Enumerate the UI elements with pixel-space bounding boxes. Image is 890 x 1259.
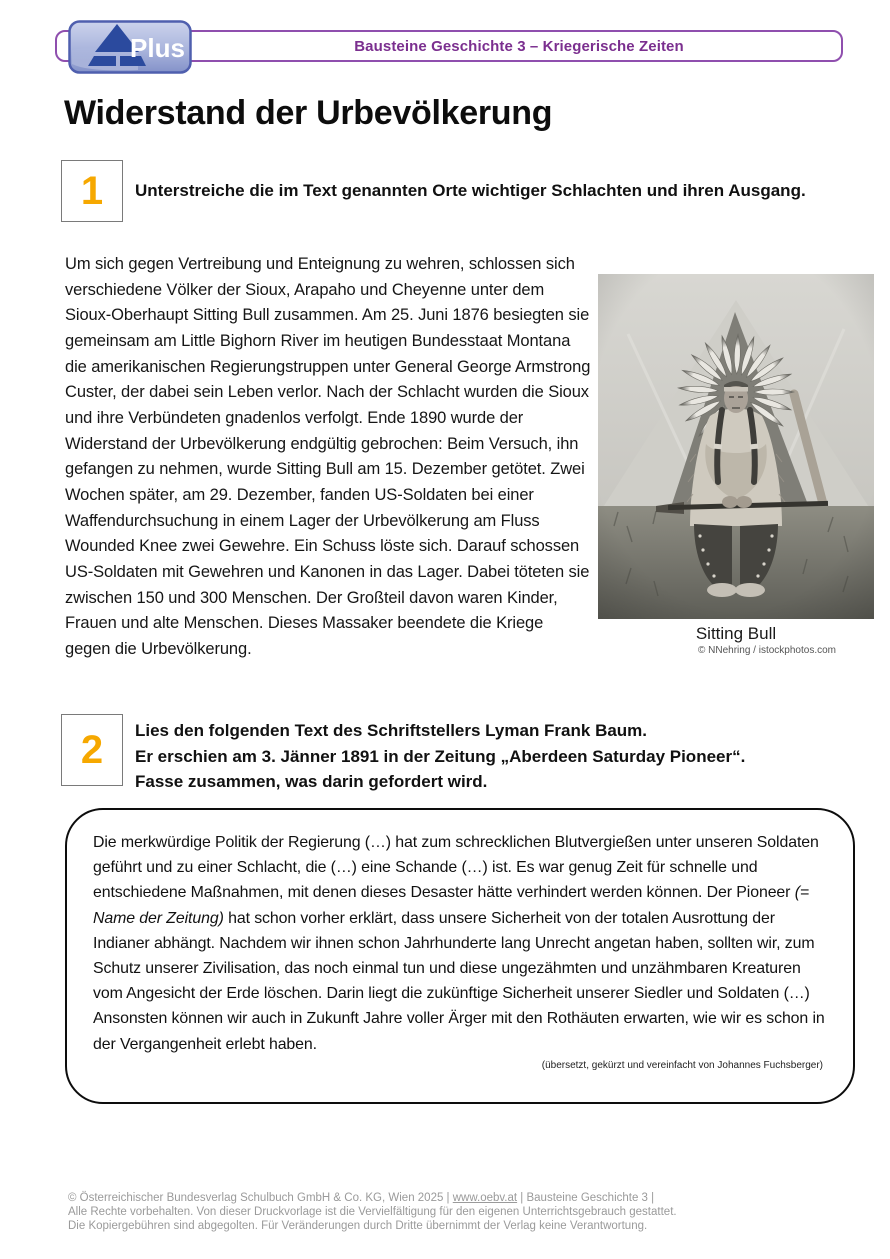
quote-credit: (übersetzt, gekürzt und vereinfacht von Johannes Fuchsberger) xyxy=(541,1059,823,1071)
sitting-bull-photo xyxy=(598,274,874,619)
task-2-instruction: Lies den folgenden Text des Schriftstellers Lyman Frank Baum. Er erschien am 3. Jänner 1891 in der Zeitung „Aberdeen Saturday Pioneer“. Fasse zusammen, was darin gefordert wird. xyxy=(135,721,746,791)
figure-caption: Sitting Bull xyxy=(695,624,777,643)
task-1-number-box xyxy=(61,160,123,222)
task-2-number: 2 xyxy=(80,727,104,772)
page-title: Widerstand der Urbevölkerung xyxy=(64,94,553,132)
quote-box xyxy=(65,808,855,1104)
task-2-number-box xyxy=(61,714,123,786)
header-title: Bausteine Geschichte 3 – Kriegerische Zeiten xyxy=(354,37,684,55)
oebv-plus-logo xyxy=(68,20,192,74)
task-1-number: 1 xyxy=(80,168,104,213)
sitting-bull-figure xyxy=(598,274,874,656)
figure-credit: © NNehring / istockphotos.com xyxy=(698,645,836,656)
footer-line-1: © Österreichischer Bundesverlag Schulbuch GmbH & Co. KG, Wien 2025 | www.oebv.at | Bausteine Geschichte 3 | xyxy=(68,1192,655,1204)
task-1-instruction: Unterstreiche die im Text genannten Orte wichtiger Schlachten und ihren Ausgang. xyxy=(135,181,806,201)
oebv-link[interactable]: www.oebv.at xyxy=(452,1192,518,1204)
plus-logo-text: Plus xyxy=(130,33,185,63)
footer-line-2: Alle Rechte vorbehalten. Von dieser Druckvorlage ist die Vervielfältigung für den eigenen Unterrichtsgebrauch gestattet. xyxy=(68,1205,677,1218)
plus-logo-icon xyxy=(68,20,192,74)
footer-line-3: Die Kopiergebühren sind abgegolten. Für Veränderungen durch Dritte übernimmt der Verlag keine Verantwortung. xyxy=(68,1219,648,1232)
quote-text: Die merkwürdige Politik der Regierung (…) hat zum schrecklichen Blutvergießen unter unseren Soldaten geführt und zu einer Schlacht, die (…) eine Schande (…) ist. Es war genug Zeit für schnelle und entschiedene Maßnahmen, mit denen dieses Desaster hätte verhindert werden können. Der Pioneer (= Name der Zeitung) hat schon vorher erklärt, dass unsere Sicherheit von der totalen Ausrottung der Indianer abhängt. Nachdem wir ihnen schon Jahrhunderte lang Unrecht angetan haben, sollten wir, zum Schutz unserer Zivilisation, das noch einmal tun und diese ungezähmten und unzähmbaren Kreaturen vom Angesicht der Erde löschen. Darin liegt die zukünftige Sicherheit unserer Siedler und Soldaten (…) Ansonsten können wir auch in Zukunft Jahre voller Ärger mit den Rothäuten erwarten, wie wir es schon in der Vergangenheit erlebt haben. xyxy=(93,834,825,1053)
footer-copyright xyxy=(68,1192,848,1233)
quote-italic-note: (= Name der Zeitung) xyxy=(93,884,810,927)
article-text: Um sich gegen Vertreibung und Enteignung zu wehren, schlossen sich verschiedene Völker der Sioux, Arapaho und Cheyenne unter dem Sioux-Oberhaupt Sitting Bull zusammen. Am 25. Juni 1876 besiegten sie gemeinsam am Little Bighorn River im heutigen Bundesstaat Montana die amerikanischen Regierungstruppen unter General George Armstrong Custer, der dabei sein Leben verlor. Nach der Schlacht wurden die Sioux und ihre Verbündeten gnadenlos verfolgt. Ende 1890 wurde der Widerstand der Urbevölkerung endgültig gebrochen: Beim Versuch, ihn gefangen zu nehmen, wurde Sitting Bull am 15. Dezember getötet. Zwei Wochen später, am 29. Dezember, fanden US-Soldaten bei einer Waffendurchsuchung in einem Lager der Urbevölkerung am Fluss Wounded Knee zwei Gewehre. Ein Schuss löste sich. Darauf schossen US-Soldaten mit Gewehren und Kanonen in das Lager. Dabei töteten sie zwischen 150 und 300 Menschen. Der Großteil davon waren Kinder, Frauen und alte Menschen. Dieses Massaker beendete die Kriege gegen die Urbevölkerung. xyxy=(65,255,591,658)
